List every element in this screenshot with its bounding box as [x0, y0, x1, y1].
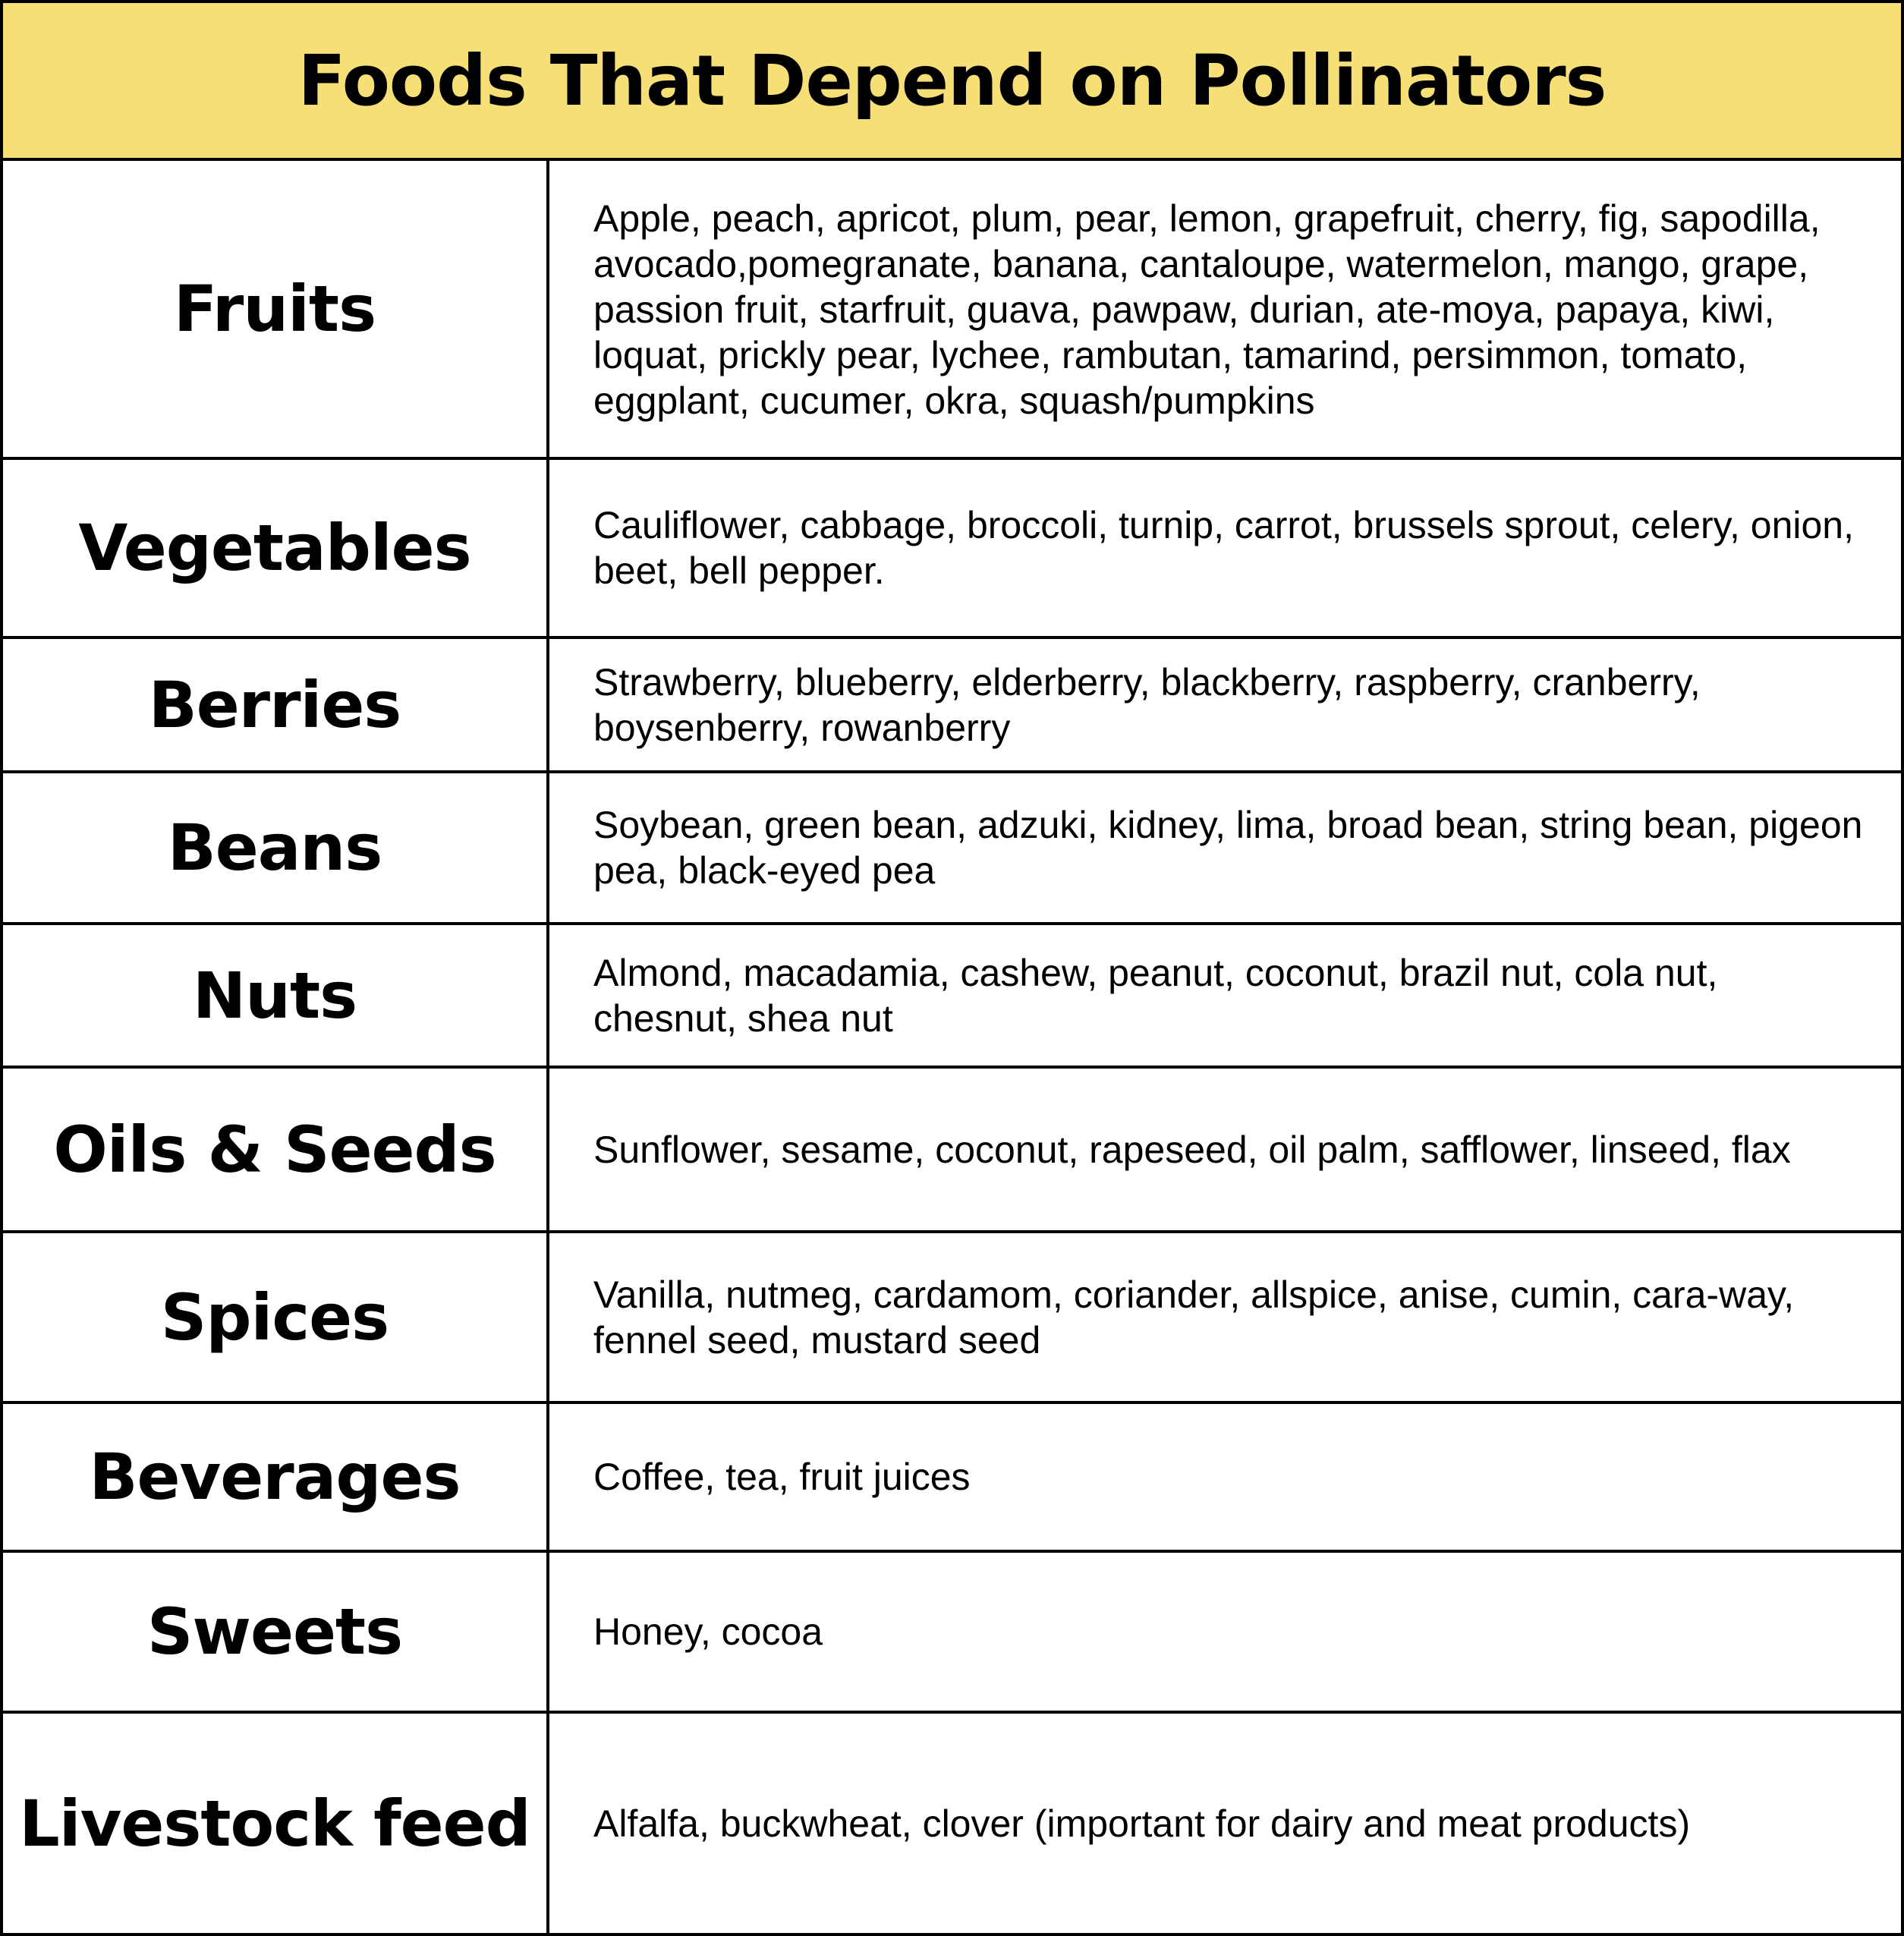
category-items: Alfalfa, buckwheat, clover (important for dairy and meat products)	[593, 1802, 1691, 1845]
category-items: Almond, macadamia, cashew, peanut, coconut, brazil nut, cola nut, chesnut, shea nut	[593, 951, 1718, 1040]
table-row-nuts	[3, 925, 1901, 1069]
category-label: Vegetables	[3, 460, 549, 636]
table-row-livestock-feed	[3, 1714, 1901, 1933]
category-items: Vanilla, nutmeg, cardamom, coriander, allspice, anise, cumin, cara-way, fennel seed, mustard seed	[593, 1273, 1795, 1361]
category-label: Oils & Seeds	[3, 1069, 549, 1230]
category-items: Sunflower, sesame, coconut, rapeseed, oil palm, safflower, linseed, flax	[593, 1128, 1791, 1171]
table-row-fruits	[3, 161, 1901, 460]
category-label: Nuts	[3, 925, 549, 1066]
table-row-oils-seeds	[3, 1069, 1901, 1233]
table-row-beans	[3, 773, 1901, 925]
category-items: Soybean, green bean, adzuki, kidney, lima, broad bean, string bean, pigeon pea, black-eyed pea	[593, 804, 1863, 892]
category-label: Fruits	[3, 161, 549, 457]
category-label: Spices	[3, 1233, 549, 1401]
table-title: Foods That Depend on Pollinators	[297, 39, 1607, 121]
category-items: Apple, peach, apricot, plum, pear, lemon, grapefruit, cherry, fig, sapodilla, avocado,pomegranate, banana, cantaloupe, watermelon, mango, grape, passion fruit, starfruit, guava, pawpaw, durian, ate-moya, papaya, kiwi, loquat, prickly pear, lychee, rambutan, tamarind, persimmon, tomato, eggplant, cucumer, okra, squash/pumpkins	[593, 197, 1821, 422]
category-label: Beans	[3, 773, 549, 922]
category-label: Beverages	[3, 1404, 549, 1550]
category-items: Coffee, tea, fruit juices	[593, 1456, 971, 1498]
table-row-sweets	[3, 1553, 1901, 1714]
category-label: Sweets	[3, 1553, 549, 1711]
category-label: Livestock feed	[3, 1714, 549, 1933]
table-row-vegetables	[3, 460, 1901, 639]
table-row-spices	[3, 1233, 1901, 1404]
category-label: Berries	[3, 639, 549, 770]
table-body	[3, 161, 1901, 1933]
category-items: Strawberry, blueberry, elderberry, blackberry, raspberry, cranberry, boysenberry, rowanberry	[593, 660, 1701, 749]
category-items: Honey, cocoa	[593, 1610, 823, 1653]
table-row-beverages	[3, 1404, 1901, 1553]
table-row-berries	[3, 639, 1901, 773]
title-bar	[3, 3, 1901, 161]
category-items: Cauliflower, cabbage, broccoli, turnip, carrot, brussels sprout, celery, onion, beet, bell pepper.	[593, 504, 1854, 592]
